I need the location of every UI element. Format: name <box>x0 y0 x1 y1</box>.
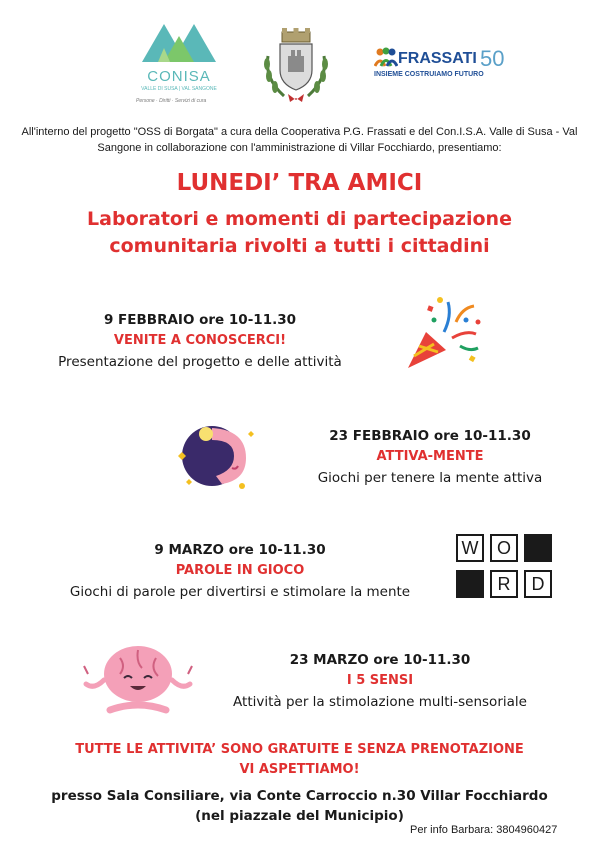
event-date: 23 FEBBRAIO ore 10-11.30 <box>329 428 531 444</box>
conisa-name: CONISA <box>147 68 211 85</box>
footer-note <box>0 740 599 780</box>
word-cell: O <box>490 534 518 562</box>
event-description: Giochi per tenere la mente attiva <box>317 470 543 486</box>
intro-text: All'interno del progetto "OSS di Borgata" a cura della Cooperativa P.G. Frassati e del Con.I.S.A. Valle di Susa - Val Sangone in collaborazione con l'amministrazione di Villar Focchiardo, presentiamo: <box>21 126 578 154</box>
footer-line-1: TUTTE LE ATTIVITA’ SONO GRATUITE E SENZA PRENOTAZIONE <box>75 742 524 757</box>
conisa-logo <box>134 18 224 110</box>
frassati-logo <box>374 44 526 84</box>
word-cell: D <box>524 570 552 598</box>
page-subtitle <box>40 206 559 260</box>
word-grid-icon <box>456 534 554 598</box>
municipal-crest-icon <box>258 26 334 106</box>
word-cell-black <box>456 570 484 598</box>
event-1 <box>30 310 370 372</box>
word-cell-black <box>524 534 552 562</box>
frassati-anniversary: 50 <box>480 46 505 71</box>
event-description: Attività per la stimolazione multi-sensoriale <box>233 694 527 710</box>
footer-line-2: VI ASPETTIAMO! <box>239 762 360 777</box>
event-description: Giochi di parole per divertirsi e stimolare la mente <box>69 584 411 600</box>
word-cell: R <box>490 570 518 598</box>
event-2 <box>285 426 575 488</box>
event-date: 9 FEBBRAIO ore 10-11.30 <box>103 312 297 328</box>
event-name: VENITE A CONOSCERCI! <box>113 333 287 348</box>
event-name: PAROLE IN GIOCO <box>175 563 305 578</box>
conisa-subtitle: VALLE DI SUSA | VAL SANGONE <box>141 86 217 92</box>
location-line-1: presso Sala Consiliare, via Conte Carroccio n.30 Villar Focchiardo <box>51 788 548 804</box>
event-3 <box>30 540 450 602</box>
event-date: 9 MARZO ore 10-11.30 <box>154 542 326 558</box>
party-popper-icon <box>404 292 486 374</box>
page-title: LUNEDI’ TRA AMICI <box>176 170 423 196</box>
location-line-2: (nel piazzale del Municipio) <box>195 808 404 824</box>
subtitle-line-1: Laboratori e momenti di partecipazione <box>87 208 512 230</box>
event-date: 23 MARZO ore 10-11.30 <box>289 652 471 668</box>
contact-info: Per info Barbara: 3804960427 <box>410 824 558 836</box>
frassati-tagline: INSIEME COSTRUIAMO FUTURO <box>374 71 484 78</box>
mind-head-icon <box>172 416 260 494</box>
subtitle-line-2: comunitaria rivolti a tutti i cittadini <box>109 235 490 257</box>
event-name: ATTIVA-MENTE <box>376 449 484 464</box>
people-icon <box>374 46 398 70</box>
brain-character-icon <box>80 640 196 718</box>
word-cell: W <box>456 534 484 562</box>
frassati-name: FRASSATI <box>398 50 477 67</box>
event-description: Presentazione del progetto e delle attività <box>58 354 342 370</box>
location <box>0 786 599 826</box>
conisa-tagline: Persone · Diritti · Servizi di cura <box>136 98 207 104</box>
conisa-mountains-icon <box>134 18 224 68</box>
event-name: I 5 SENSI <box>346 673 414 688</box>
event-4 <box>200 650 560 712</box>
